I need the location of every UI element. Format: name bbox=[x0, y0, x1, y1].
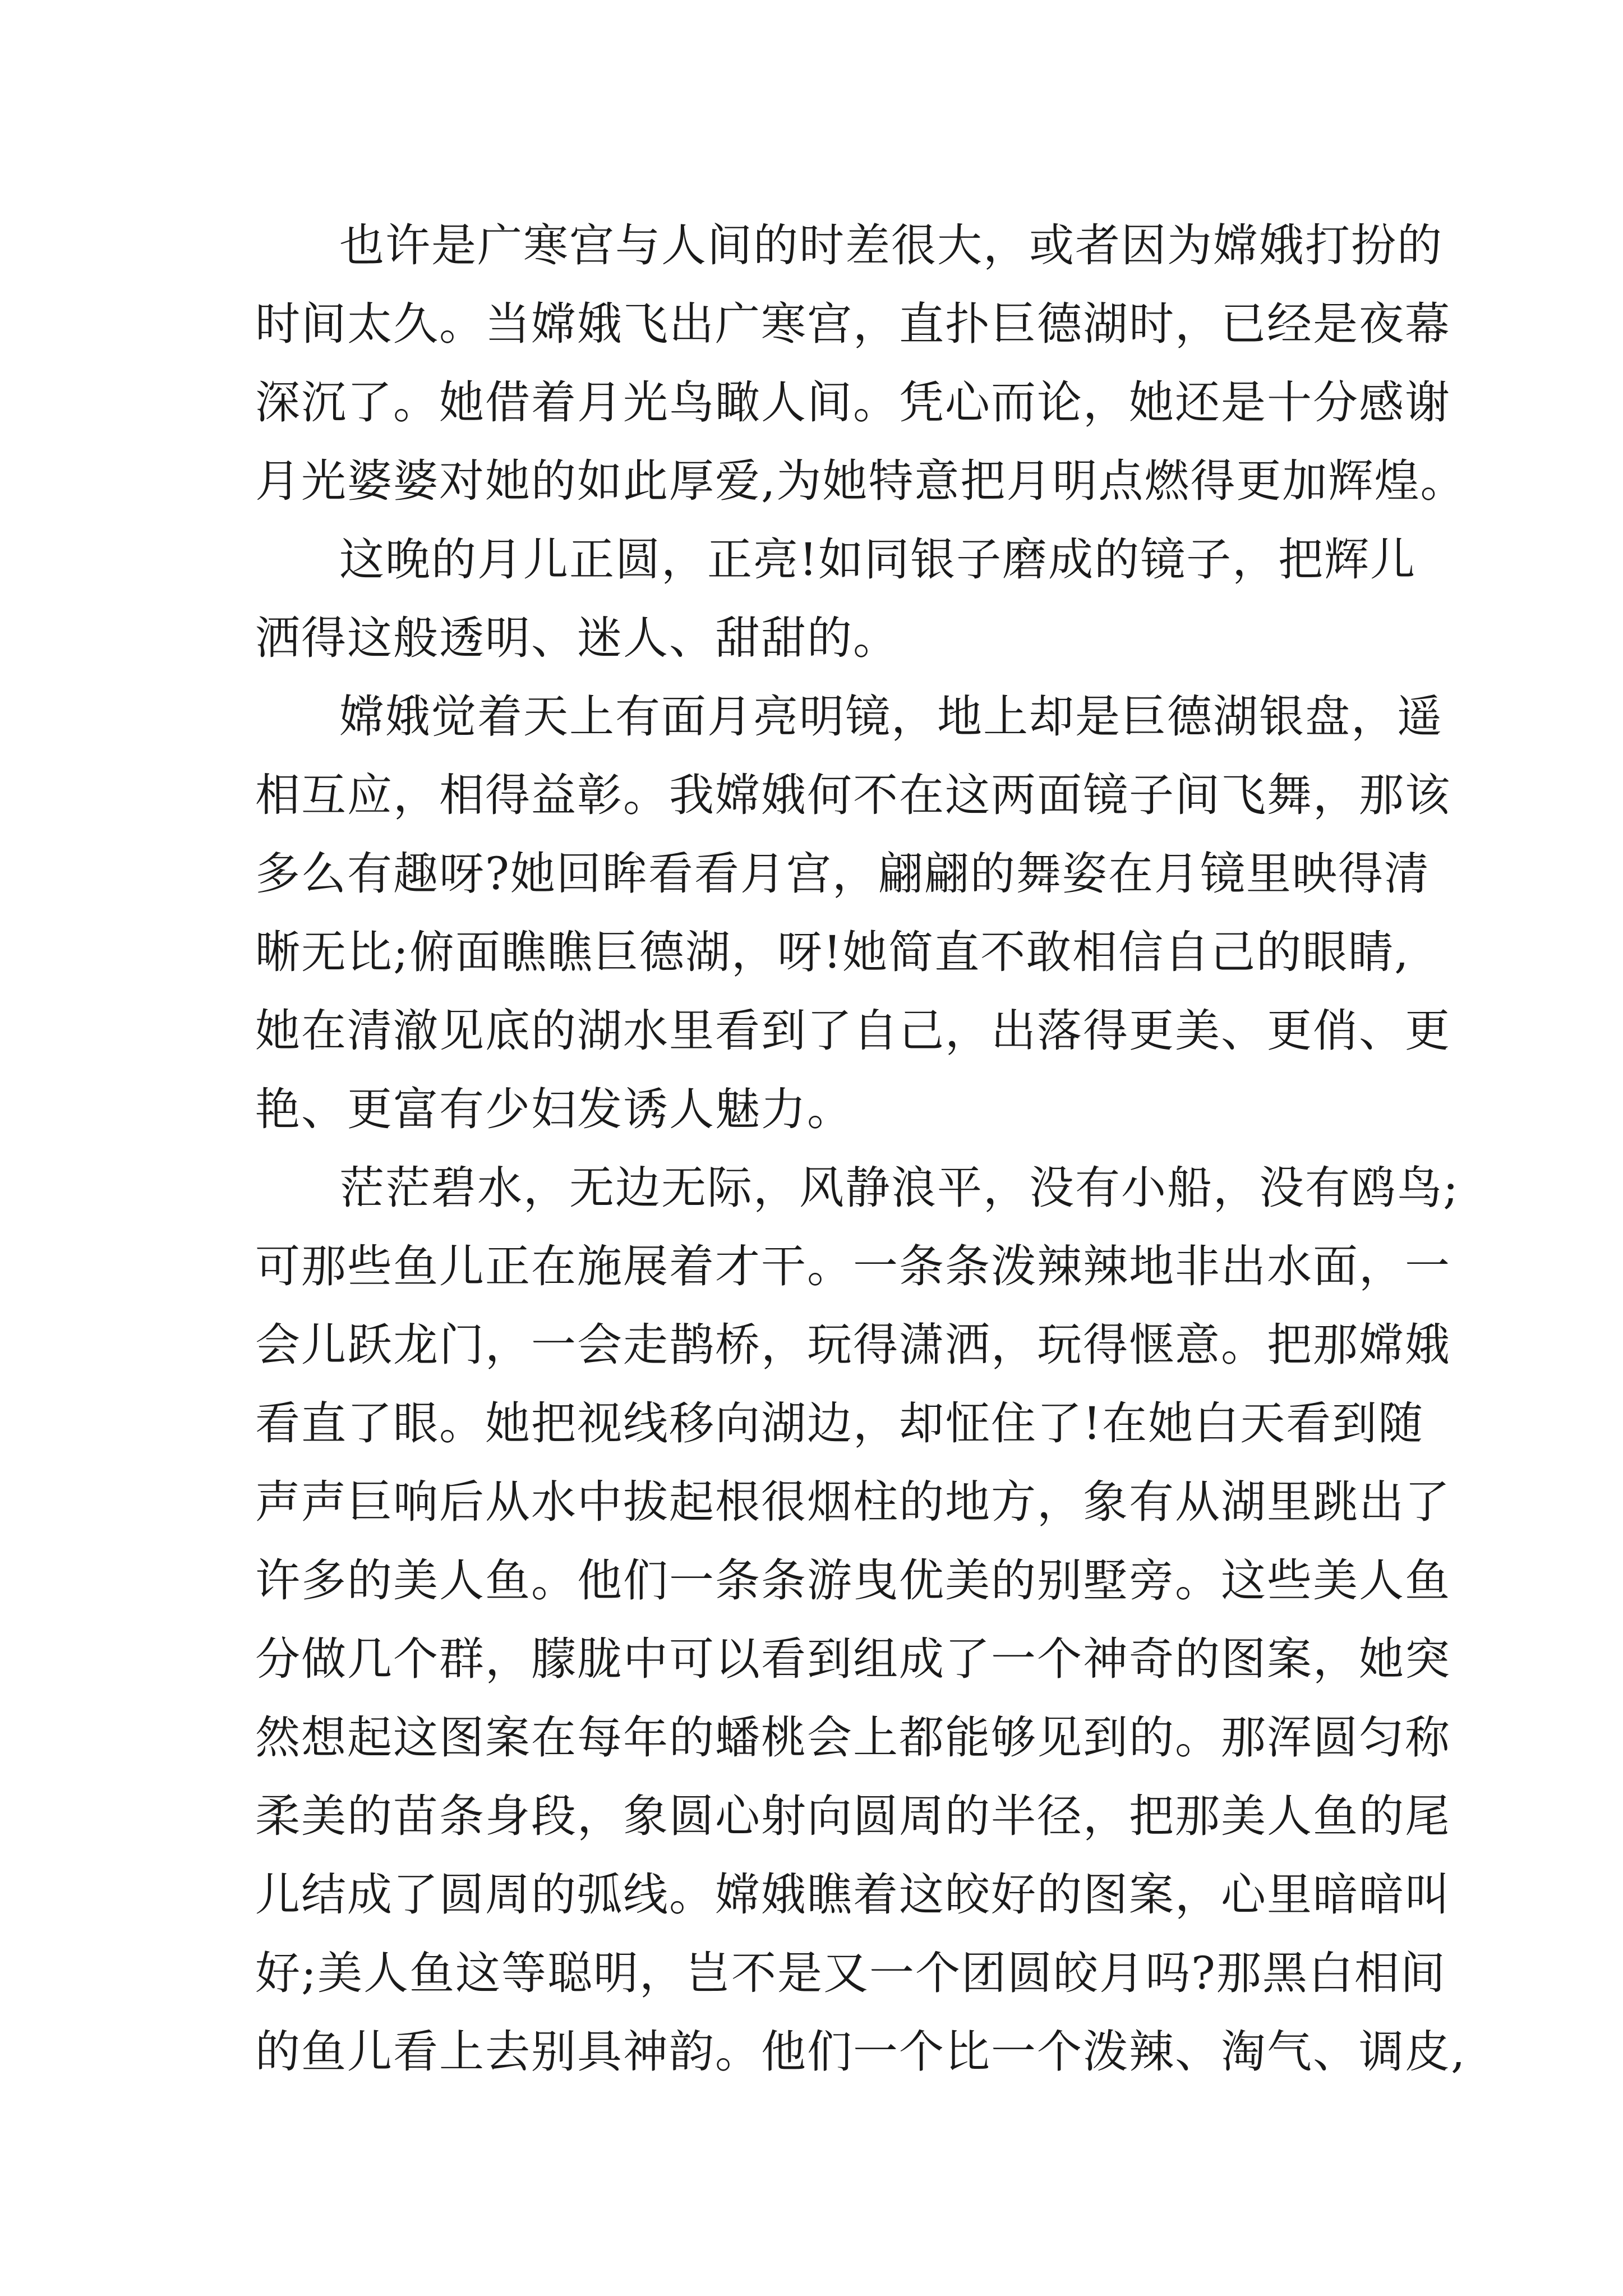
text-line: 也许是广寒宫与人间的时差很大，或者因为嫦娥打扮的 bbox=[339, 219, 1443, 272]
text-line: 会儿跃龙门，一会走鹊桥，玩得潇洒，玩得惬意。把那嫦娥 bbox=[255, 1319, 1451, 1371]
text-line: 她在清澈见底的湖水里看到了自己，出落得更美、更俏、更 bbox=[255, 1005, 1451, 1057]
text-line: 艳、更富有少妇发诱人魅力。 bbox=[255, 1083, 853, 1135]
text-line: 茫茫碧水，无边无际，风静浪平，没有小船，没有鸥鸟; bbox=[339, 1162, 1459, 1214]
text-line: 儿结成了圆周的弧线。嫦娥瞧着这皎好的图案，心里暗暗叫 bbox=[255, 1869, 1451, 1921]
text-line: 好;美人鱼这等聪明，岂不是又一个团圆皎月吗?那黑白相间 bbox=[255, 1947, 1446, 1999]
text-line: 洒得这般透明、迷人、甜甜的。 bbox=[255, 612, 899, 664]
document-body bbox=[255, 206, 1467, 2091]
text-line: 分做几个群，朦胧中可以看到组成了一个神奇的图案，她突 bbox=[255, 1633, 1451, 1685]
text-line: 相互应，相得益彰。我嫦娥何不在这两面镜子间飞舞，那该 bbox=[255, 769, 1451, 821]
text-line: 嫦娥觉着天上有面月亮明镜，地上却是巨德湖银盘，遥 bbox=[339, 691, 1443, 743]
text-line: 声声巨响后从水中拔起根很烟柱的地方，象有从湖里跳出了 bbox=[255, 1476, 1451, 1528]
text-line: 的鱼儿看上去别具神韵。他们一个比一个泼辣、淘气、调皮, bbox=[255, 2026, 1467, 2078]
text-line: 看直了眼。她把视线移向湖边，却怔住了!在她白天看到随 bbox=[255, 1397, 1424, 1450]
text-line: 晰无比;俯面瞧瞧巨德湖，呀!她简直不敢相信自己的眼睛, bbox=[255, 926, 1410, 978]
text-line: 然想起这图案在每年的蟠桃会上都能够见到的。那浑圆匀称 bbox=[255, 1711, 1451, 1764]
text-line: 深沉了。她借着月光鸟瞰人间。凭心而论，她还是十分感谢 bbox=[255, 376, 1451, 429]
text-line: 柔美的苗条身段，象圆心射向圆周的半径，把那美人鱼的尾 bbox=[255, 1790, 1451, 1842]
text-line: 月光婆婆对她的如此厚爱,为她特意把月明点燃得更加辉煌。 bbox=[255, 455, 1467, 507]
text-line: 可那些鱼儿正在施展着才干。一条条泼辣辣地非出水面，一 bbox=[255, 1240, 1451, 1292]
text-line: 这晚的月儿正圆，正亮!如同银子磨成的镜子，把辉儿 bbox=[339, 533, 1417, 586]
text-line: 时间太久。当嫦娥飞出广寒宫，直扑巨德湖时，已经是夜幕 bbox=[255, 298, 1451, 350]
text-line: 多么有趣呀?她回眸看看月宫，翩翩的舞姿在月镜里映得清 bbox=[255, 848, 1430, 900]
text-line: 许多的美人鱼。他们一条条游曳优美的别墅旁。这些美人鱼 bbox=[255, 1554, 1451, 1607]
